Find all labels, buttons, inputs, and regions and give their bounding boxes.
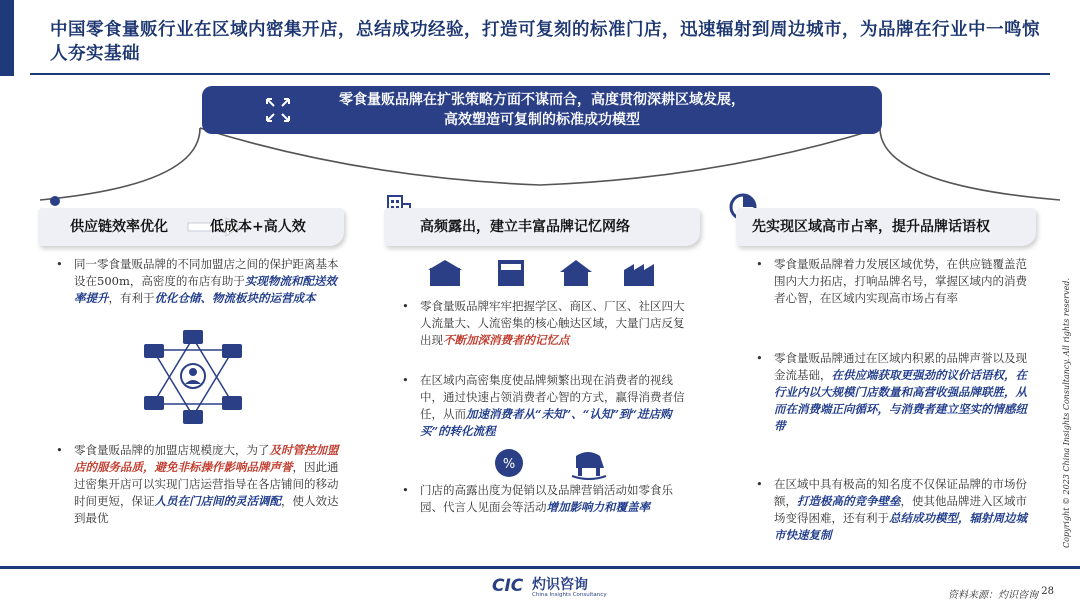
page-number: 28 [1041, 586, 1054, 597]
banner-line-2: 高效塑造可复制的标准成功模型 [444, 112, 640, 128]
column-1-header-a: 供应链效率优化 [70, 219, 168, 235]
cic-logo: CIC 灼识咨询 China Insights Consultancy [492, 576, 607, 598]
svg-text:%: % [502, 457, 516, 472]
column-2-bullet-2: • 在区域内高密集度使品牌频繁出现在消费者的视线中，通过快速占领消费者心智的方式，赢得消费者信任，从而加速消费者从“未知”、“认知”到“进店购买”的转化流程 [398, 372, 688, 440]
strategy-banner [202, 86, 882, 134]
column-3-header: 先实现区域高市占率，提升品牌话语权 [736, 208, 1036, 246]
column-2-bullet-1: • 零食量贩品牌牢牢把握学区、商区、厂区、社区四大人流量大、人流密集的核心触达区域，大量门店反复出现不断加深消费者的记忆点 [398, 298, 688, 349]
column-3-bullet-2: • 零食量贩品牌通过在区域内积累的品牌声誉以及现金流基础，在供应端获取更强劲的议价话语权，在行业内以大规模门店数量和高营收强品牌联胜，从而在消费端正向循环，与消费者建立坚实的情感纽带 [752, 350, 1034, 435]
store-network-diagram [138, 326, 248, 426]
column-1-bullet-1: • 同一零食量贩品牌的不同加盟店之间的保护距离基本设在500m，高密度的布店有助于实现物流和配送效率提升，有利于优化仓储、物流板块的运营成本 [52, 256, 340, 307]
expand-arrows-icon [264, 96, 292, 124]
column-2-header: 高频露出，建立丰富品牌记忆网络 [384, 208, 700, 246]
copyright-notice: Copyright © 2023 China Insights Consultancy. All rights reserved. [1062, 277, 1071, 548]
source-note: 资料来源：灼识咨询 [948, 590, 1038, 601]
column-3-bullet-3: • 在区域中具有极高的知名度不仅保证品牌的市场份额，打造极高的竞争壁垒，使其他品牌进入区域市场变得困难，还有利于总结成功模型，辐射周边城市快速复制 [752, 476, 1034, 544]
location-icons-row [428, 256, 668, 288]
column-1-header [38, 208, 344, 246]
column-3-bullet-1: • 零食量贩品牌着力发展区域优势，在供应链覆盖范围内大力拓店，打响品牌名号，掌握区域内的消费者心智，在区域内实现高市场占有率 [752, 256, 1034, 307]
banner-line-1: 零食量贩品牌在扩张策略方面不谋而合，高度贯彻深耕区域发展， [339, 92, 745, 108]
column-1-bullet-2: • 零食量贩品牌的加盟店规模庞大，为了及时管控加盟店的服务品质，避免非标操作影响品牌声誉，因此通过密集开店可以实现门店运营指导在各店铺间的移动时间更短，保证人员在门店间的灵活调配，使人效达到最优 [52, 442, 340, 527]
promo-icons-row [492, 446, 622, 480]
footer-divider [0, 566, 1080, 569]
column-2-bullet-3: • 门店的高露出度为促销以及品牌营销活动如零食乐园、代言人见面会等活动增加影响力和覆盖率 [398, 482, 688, 516]
page-title: 中国零食量贩行业在区域内密集开店，总结成功经验，打造可复刻的标准门店，迅速辐射到周边城市，为品牌在行业中一鸣惊人夯实基础 [50, 20, 1040, 64]
column-1-header-b: 低成本+高人效 [210, 219, 306, 235]
